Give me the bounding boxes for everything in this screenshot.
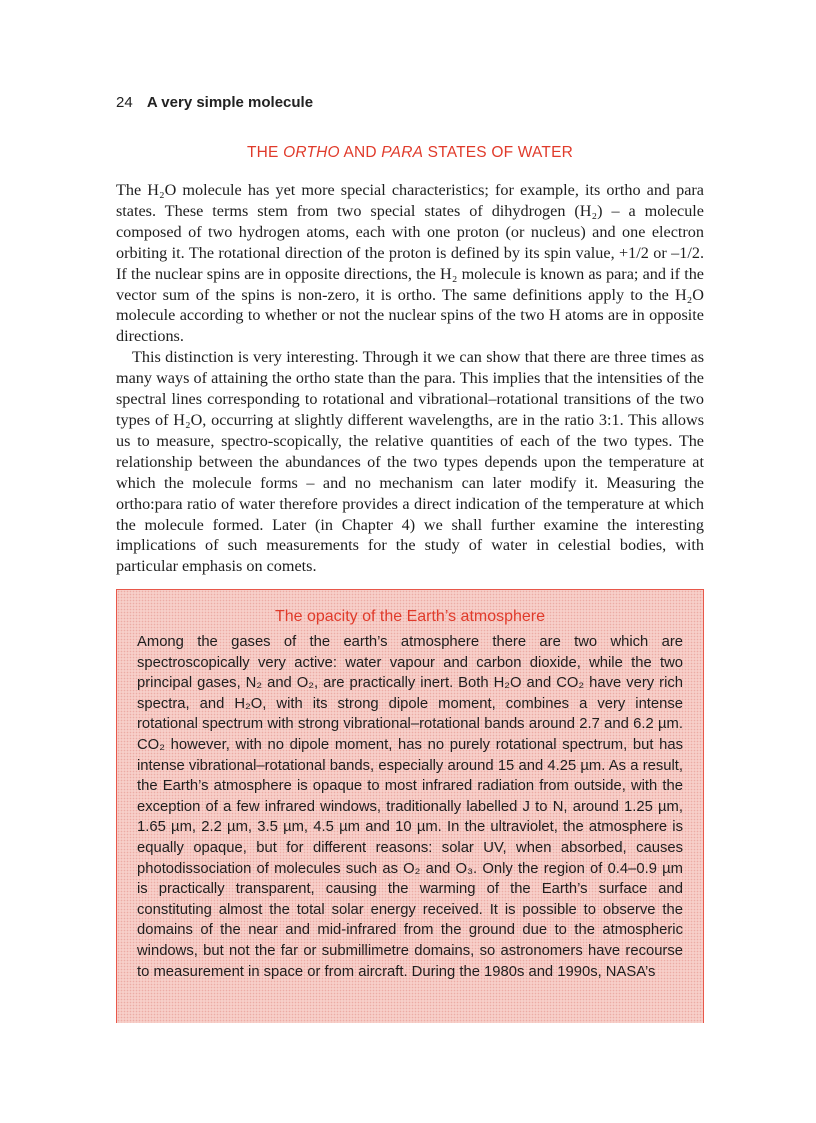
section-title-prefix: THE [246,144,284,161]
section-title-suffix: STATES OF WATER [423,144,574,161]
sidebar-box [116,589,704,1023]
chapter-title: A very simple molecule [146,94,314,111]
section-title [116,144,704,162]
section-title-mid: AND [339,144,382,161]
section-title-para: PARA [381,144,424,161]
section-title-ortho: ORTHO [283,144,340,161]
body-text [116,180,704,577]
running-head [116,94,313,111]
box-title: The opacity of the Earth’s atmosphere [274,608,546,625]
paragraph: The H₂O molecule has yet more special characteristics; for example, its ortho and para states. These terms stem from two special states of dihydrogen (H₂) – a molecule composed of two hydrogen atoms, each with one proton (or nucleus) and one electron orbiting it. The rotational direction of the proton is defined by its spin value, +1/2 or –1/2. If the nuclear spins are in opposite directions, the H₂ molecule is known as para; and if the vector sum of the spins is non-zero, it is ortho. The same definitions apply to the H₂O molecule according to whether or not the nuclear spins of the two H atoms are in opposite directions. [116,181,704,346]
box-text: Among the gases of the earth’s atmosphere there are two which are spectroscopically very active: water vapour and carbon dioxide, while the two principal gases, N₂ and O₂, are practically inert. Both H₂O and CO₂ have very rich spectra, and H₂O, with its strong dipole moment, combines a very intense rotational spectrum with strong vibrational–rotational bands around 2.7 and 6.2 µm. CO₂ however, with no dipole moment, has no purely rotational spectrum, but has intense vibrational–rotational bands, especially around 15 and 4.25 µm. As a result, the Earth’s atmosphere is opaque to most infrared radiation from outside, with the exception of a few infrared windows, traditionally labelled J to N, around 1.25 µm, 1.65 µm, 2.2 µm, 3.5 µm, 4.5 µm and 10 µm. In the ultraviolet, the atmosphere is equally opaque, but for different reasons: solar UV, when absorbed, causes photodissociation of molecules such as O₂ and O₃. Only the region of 0.4–0.9 µm is practically transparent, causing the warming of the Earth’s surface and constituting almost the total solar energy received. It is possible to observe the domains of the near and mid-infrared from the ground due to the atmospheric windows, but not the far or submillimetre domains, so astronomers have recourse to measurement in space or from aircraft. During the 1980s and 1990s, NASA’s [137,634,683,980]
page-number: 24 [116,94,133,111]
paragraph: This distinction is very interesting. Through it we can show that there are three times as many ways of attaining the ortho state than the para. This implies that the intensities of the spectral lines corresponding to rotational and vibrational–rotational transitions of the two types of H₂O, occurring at slightly different wavelengths, are in the ratio 3:1. This allows us to measure, spectro-scopically, the relative quantities of each of the two types. The relationship between the abundances of the two types depends upon the temperature at which the molecule forms – and no mechanism can later modify it. Measuring the ortho:para ratio of water therefore provides a direct indication of the temperature at which the molecule formed. Later (in Chapter 4) we shall further examine the interesting implications of such measurements for the study of water in celestial bodies, with particular emphasis on comets. [116,348,704,576]
